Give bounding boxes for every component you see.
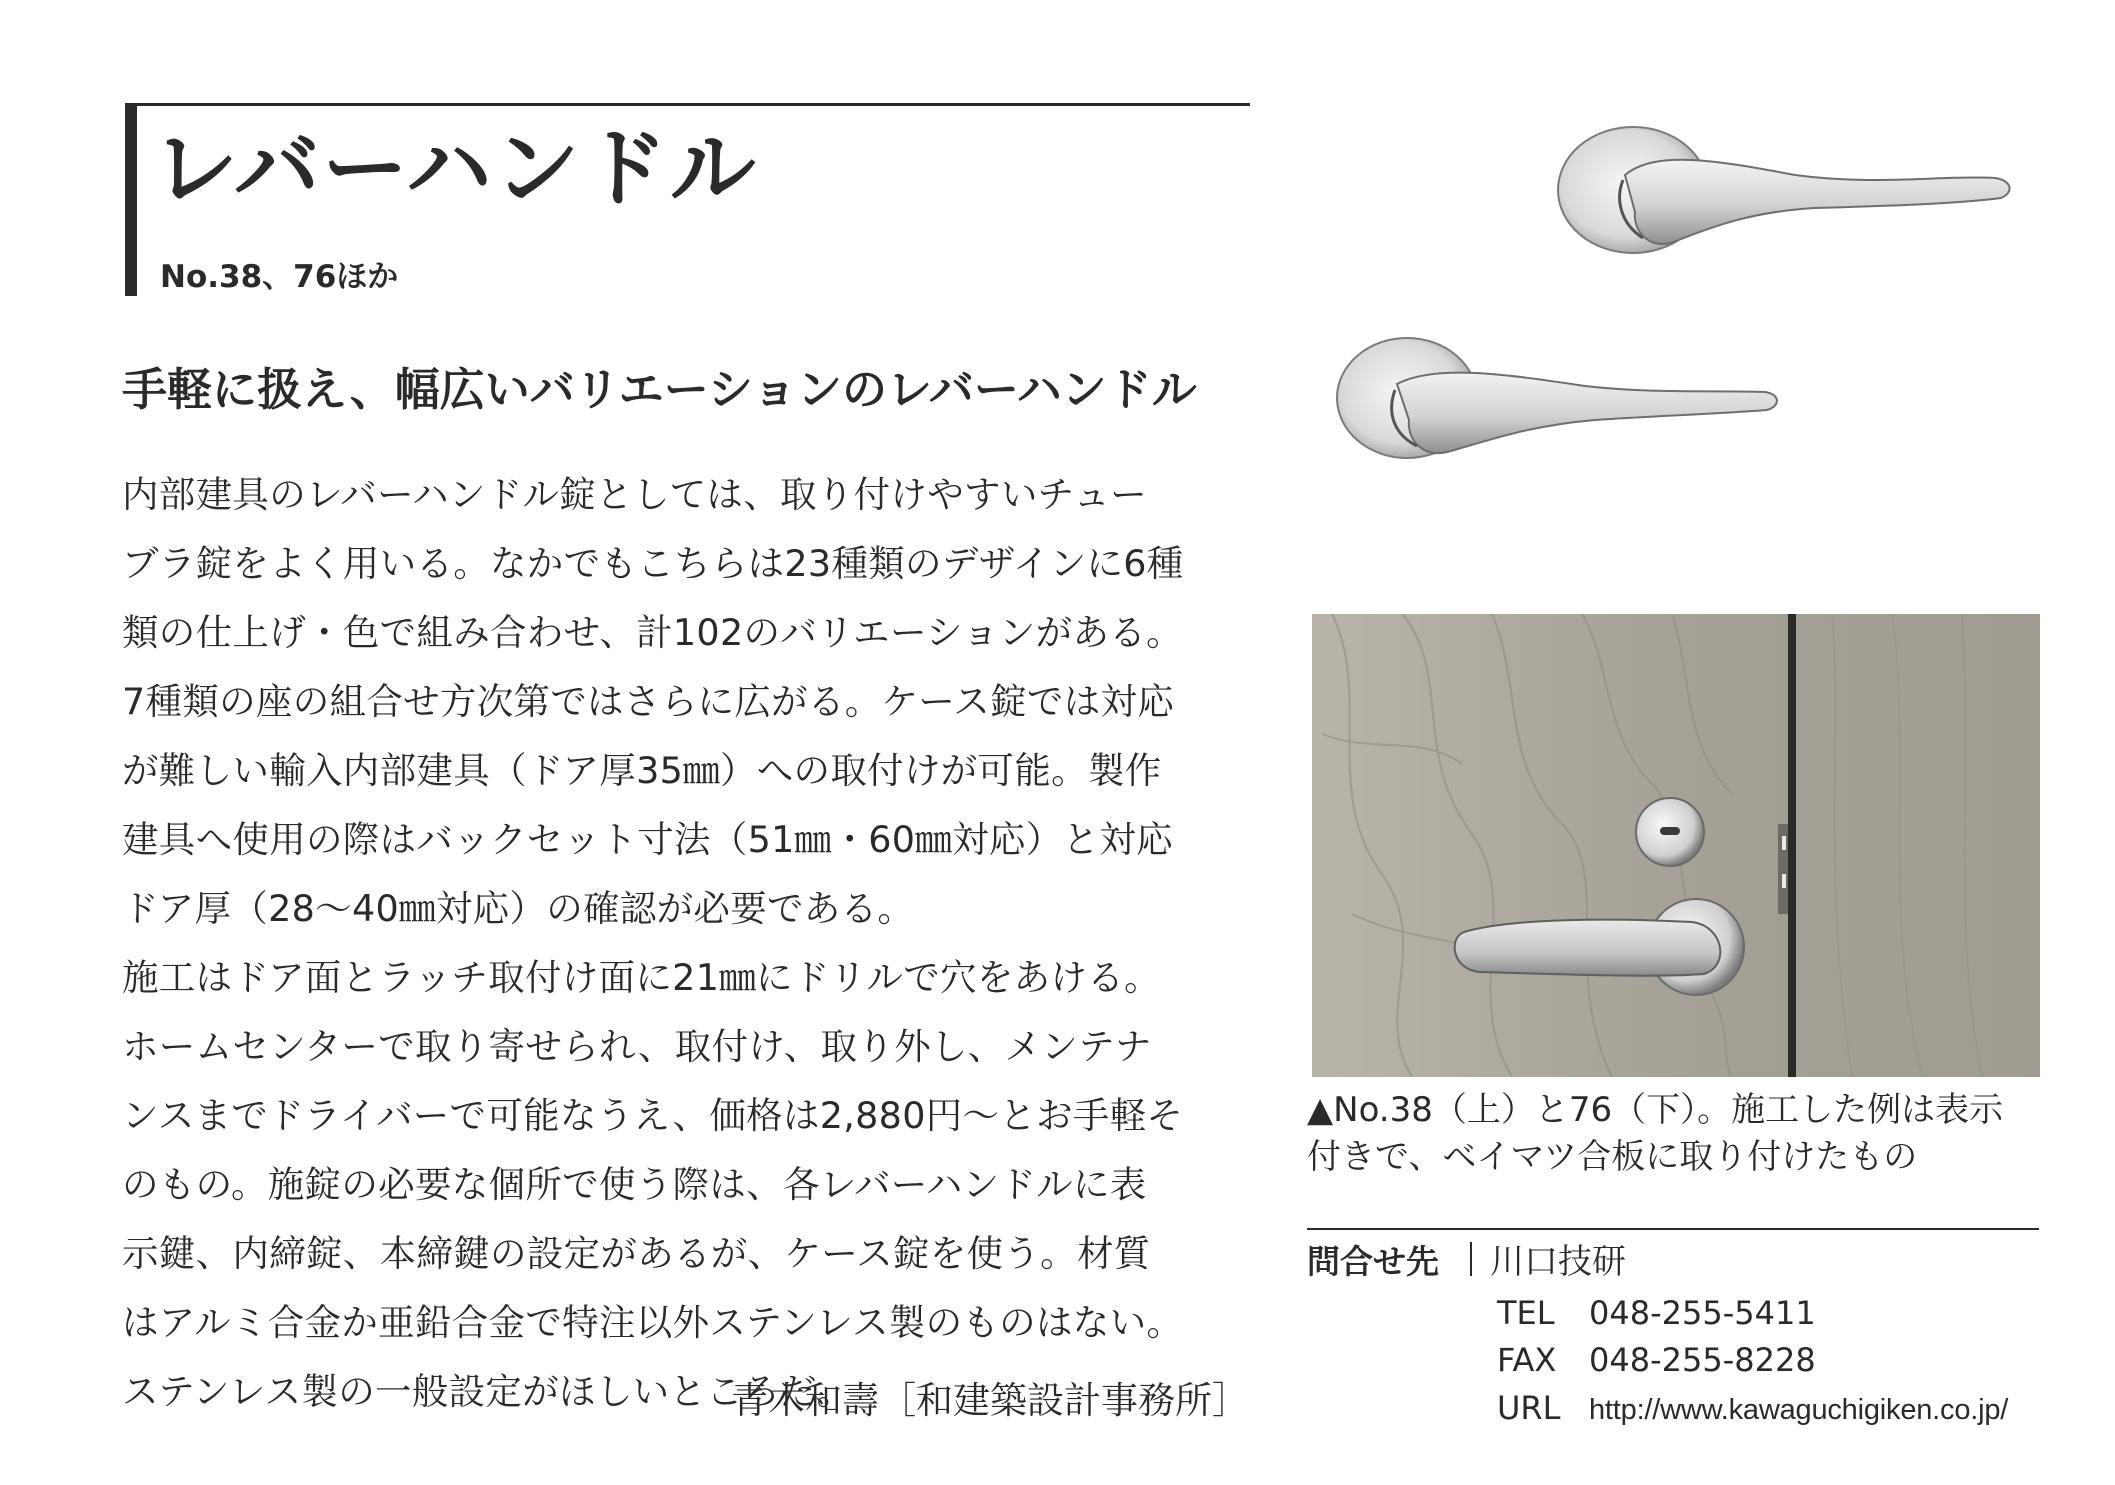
header-top-rule — [125, 103, 1250, 106]
caption-line: 付きで、ベイマツ合板に取り付けたもの — [1307, 1137, 1918, 1177]
article-subtitle: No.38、76ほか — [160, 259, 399, 295]
tel-label: TEL — [1497, 1294, 1555, 1332]
body-line: 示鍵、内締錠、本締鍵の設定があるが、ケース錠を使う。材質 — [122, 1232, 1151, 1275]
contact-tel-row — [1497, 1294, 1816, 1332]
contact-divider — [1470, 1242, 1472, 1276]
contact-fax-row — [1497, 1341, 1816, 1379]
contact-rule — [1307, 1228, 2039, 1230]
body-line: ドア厚（28～40㎜対応）の確認が必要である。 — [122, 887, 915, 930]
title-accent-bar — [125, 103, 137, 296]
body-line: 建具へ使用の際はバックセット寸法（51㎜・60㎜対応）と対応 — [122, 818, 1173, 861]
company-name: 川口技研 — [1490, 1242, 1626, 1282]
body-line: ブラ錠をよく用いる。なかでもこちらは23種類のデザインに6種 — [122, 542, 1184, 585]
body-line: 内部建具のレバーハンドル錠としては、取り付けやすいチュー — [122, 473, 1147, 516]
article-body — [122, 460, 1252, 1426]
tel-value: 048-255-5411 — [1589, 1294, 1816, 1332]
fax-value: 048-255-8228 — [1589, 1341, 1816, 1379]
body-line: はアルミ合金か亜鉛合金で特注以外ステンレス製のものはない。 — [122, 1301, 1184, 1344]
fax-label: FAX — [1497, 1341, 1557, 1379]
door-installation-image — [1312, 614, 2040, 1077]
body-line: ンスまでドライバーで可能なうえ、価格は2,880円～とお手軽そ — [122, 1094, 1184, 1137]
body-line: 施工はドア面とラッチ取付け面に21㎜にドリルで穴をあける。 — [122, 956, 1161, 999]
author-credit: 青木和壽［和建築設計事務所］ — [731, 1379, 1249, 1422]
photo-caption — [1307, 1087, 2047, 1181]
contact-url-row — [1497, 1389, 2009, 1427]
lever-handle-top-image — [1555, 120, 2015, 270]
body-line: ホームセンターで取り寄せられ、取付け、取り外し、メンテナ — [122, 1025, 1152, 1068]
body-line: 類の仕上げ・色で組み合わせ、計102のバリエーションがある。 — [122, 611, 1183, 654]
contact-label: 問合せ先 — [1307, 1242, 1439, 1281]
body-line: のもの。施錠の必要な個所で使う際は、各レバーハンドルに表 — [122, 1163, 1147, 1206]
body-line: 7種類の座の組合せ方次第ではさらに広がる。ケース錠では対応 — [122, 680, 1175, 723]
url-link[interactable]: http://www.kawaguchigiken.co.jp/ — [1589, 1394, 2009, 1426]
article-title: レバーハンドル — [152, 119, 758, 219]
body-line: ステンレス製の一般設定がほしいところだ。 — [122, 1370, 854, 1413]
url-label: URL — [1497, 1389, 1561, 1427]
lever-handle-bottom-image — [1335, 330, 1795, 480]
body-line: が難しい輸入内部建具（ドア厚35㎜）への取付けが可能。製作 — [122, 749, 1162, 792]
article-headline: 手軽に扱え、幅広いバリエーションのレバーハンドル — [122, 363, 1197, 416]
caption-line: ▲No.38（上）と76（下）。施工した例は表示 — [1307, 1090, 2004, 1130]
